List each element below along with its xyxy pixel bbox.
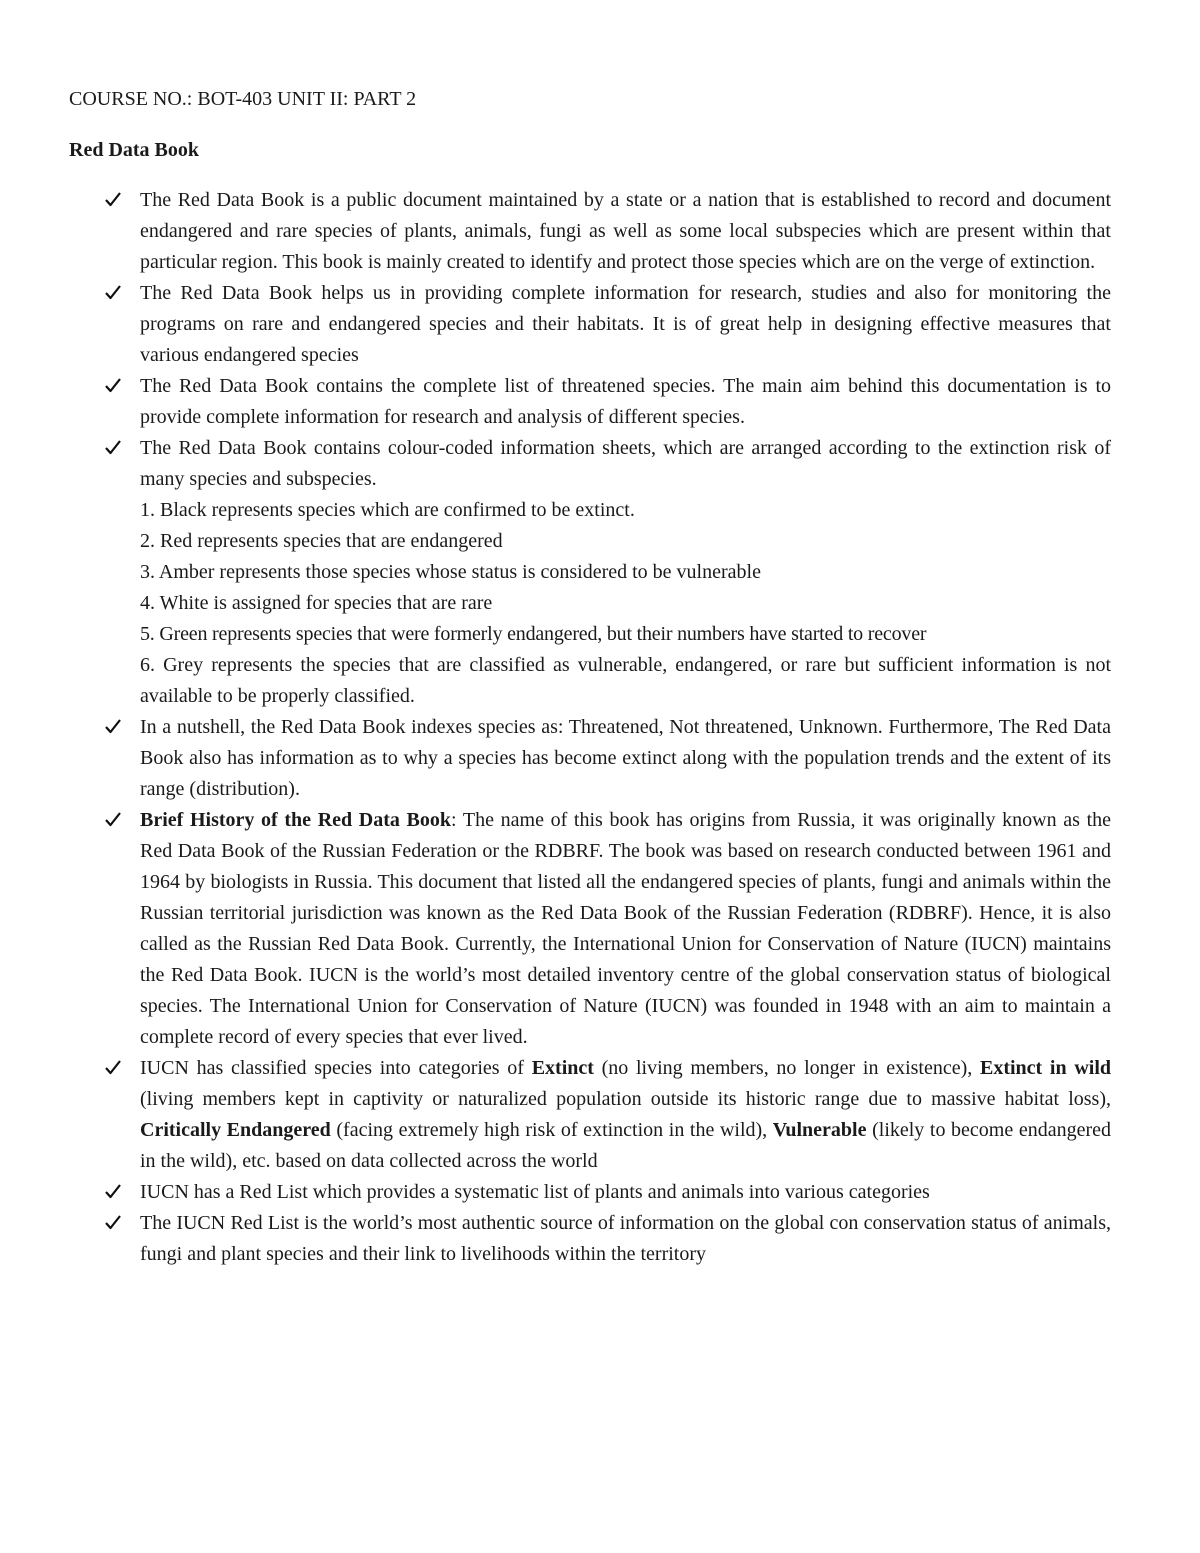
- document-title: Red Data Book: [69, 139, 200, 161]
- category-extinct-desc: (no living members, no longer in existence),: [593, 1057, 980, 1079]
- bullet-item: [105, 712, 1111, 805]
- checkmark-icon: [105, 185, 127, 216]
- color-code-item: 5. Green represents species that were formerly endangered, but their numbers have started to recover: [140, 623, 927, 645]
- bullet-item: [105, 1177, 1111, 1208]
- checkmark-icon: [105, 805, 127, 836]
- category-vulnerable: Vulnerable: [772, 1119, 867, 1141]
- color-code-item: 4. White is assigned for species that are rare: [140, 592, 493, 614]
- bullet-item: [105, 185, 1111, 278]
- category-extinct: Extinct: [531, 1057, 594, 1079]
- color-code-item: 6. Grey represents the species that are classified as vulnerable, endangered, or rare but sufficient information is not available to be properly classified.: [140, 654, 1111, 707]
- color-code-item: 1. Black represents species which are confirmed to be extinct.: [140, 499, 635, 521]
- checkmark-icon: [105, 1177, 127, 1208]
- color-code-item: 2. Red represents species that are endangered: [140, 530, 503, 552]
- bullet-item: [105, 433, 1111, 495]
- category-extinct-in-wild: Extinct in wild: [980, 1057, 1112, 1079]
- bullet-text: In a nutshell, the Red Data Book indexes species as: Threatened, Not threatened, Unknown. Furthermore, The Red Data Book also has information as to why a species has become extinct along with the population trends and the extent of its range (distribution).: [140, 716, 1111, 800]
- checkmark-icon: [105, 278, 127, 309]
- bullet-text: The Red Data Book is a public document maintained by a state or a nation that is established to record and document endangered and rare species of plants, animals, fungi as well as some local subspecies which are present within that particular region. This book is mainly created to identify and protect those species which are on the verge of extinction.: [140, 189, 1111, 273]
- bullet-item: [105, 278, 1111, 371]
- bullet-text: The Red Data Book contains colour-coded information sheets, which are arranged according to the extinction risk of many species and subspecies.: [140, 437, 1111, 490]
- document-body: [105, 185, 1111, 1270]
- history-text: : The name of this book has origins from Russia, it was originally known as the Red Data Book of the Russian Federation or the RDBRF. The book was based on research conducted between 1961 and 1964 by biologists in Russia. This document that listed all the endangered species of plants, fungi and animals within the Russian territorial jurisdiction was known as the Red Data Book of the Russian Federation (RDBRF). Hence, it is also called as the Russian Red Data Book. Currently, the International Union for Conservation of Nature (IUCN) maintains the Red Data Book. IUCN is the world’s most detailed inventory centre of the global conservation status of biological species. The International Union for Conservation of Nature (IUCN) was founded in 1948 with an aim to maintain a complete record of every species that ever lived.: [140, 809, 1112, 1048]
- category-critically-endangered-desc: (facing extremely high risk of extinction in the wild),: [330, 1119, 773, 1141]
- iucn-intro: IUCN has classified species into categories of: [140, 1057, 532, 1079]
- category-vulnerable-desc: (likely to become endangered in the wild), etc. based on data collected across the world: [140, 1119, 1112, 1172]
- checkmark-icon: [105, 433, 127, 464]
- bullet-text: IUCN has a Red List which provides a systematic list of plants and animals into various categories: [140, 1181, 930, 1203]
- color-code-item: 3. Amber represents those species whose status is considered to be vulnerable: [140, 561, 761, 583]
- checkmark-icon: [105, 712, 127, 743]
- bullet-item: [105, 371, 1111, 433]
- category-critically-endangered: Critically Endangered: [140, 1119, 331, 1141]
- checkmark-icon: [105, 371, 127, 402]
- bullet-item: [105, 1053, 1111, 1177]
- bullet-text: The IUCN Red List is the world’s most authentic source of information on the global con conservation status of animals, fungi and plant species and their link to livelihoods within the territory: [140, 1212, 1111, 1265]
- category-extinct-in-wild-desc: (living members kept in captivity or naturalized population outside its historic range due to massive habitat loss),: [140, 1088, 1111, 1110]
- checkmark-icon: [105, 1208, 127, 1239]
- course-header: COURSE NO.: BOT-403 UNIT II: PART 2: [69, 88, 417, 110]
- bullet-text: The Red Data Book contains the complete list of threatened species. The main aim behind this documentation is to provide complete information for research and analysis of different species.: [140, 375, 1111, 428]
- bullet-text: The Red Data Book helps us in providing complete information for research, studies and also for monitoring the programs on rare and endangered species and their habitats. It is of great help in designing effective measures that various endangered species: [140, 282, 1111, 366]
- bullet-item: [105, 805, 1111, 1053]
- history-heading: Brief History of the Red Data Book: [140, 809, 452, 831]
- bullet-item: [105, 1208, 1111, 1270]
- checkmark-icon: [105, 1053, 127, 1084]
